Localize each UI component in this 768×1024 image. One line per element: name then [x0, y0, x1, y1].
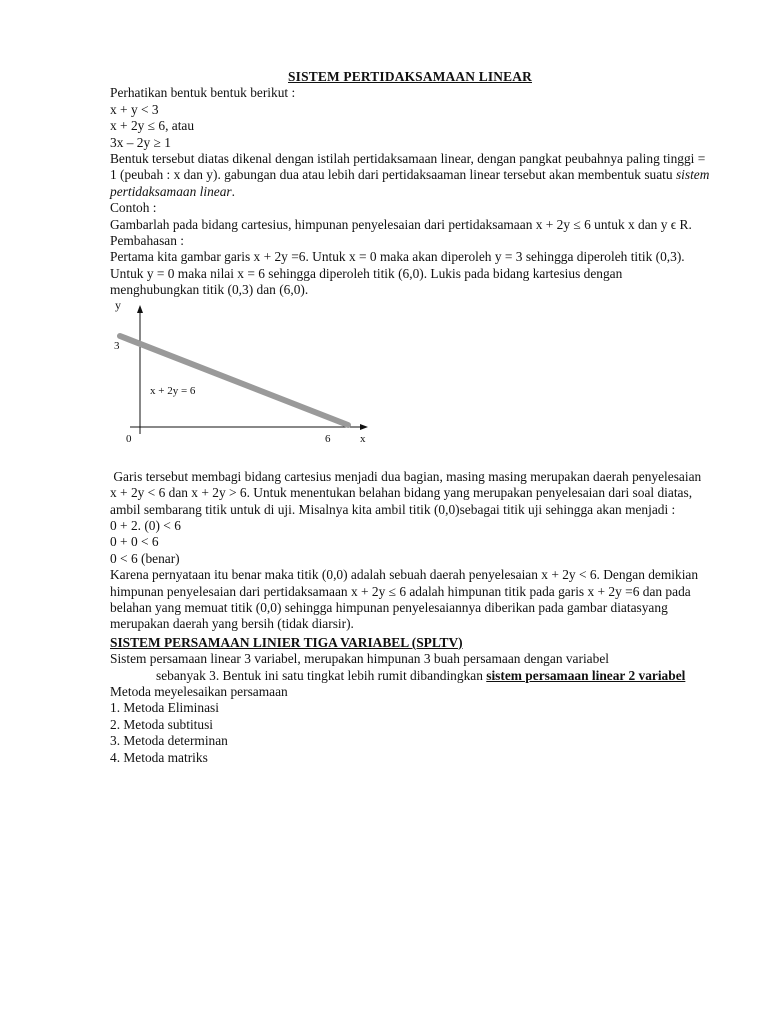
cartesian-graph: [110, 299, 710, 469]
spltv-link[interactable]: sistem persamaan linear 2 variabel: [486, 667, 686, 683]
form-line-3: 3x – 2y ≥ 1: [110, 134, 171, 150]
definition-text: Bentuk tersebut diatas dikenal dengan istilah pertidaksamaan linear, dengan pangkat peubahnya paling tinggi = 1 (peubah : x dan y). gabungan dua atau lebih dari pertidaksaaman linear tersebut akan membentuk suatu: [110, 151, 706, 183]
y-axis-arrow: [137, 305, 143, 313]
x-axis-label: x: [360, 432, 366, 445]
definition-paragraph: [110, 151, 710, 200]
method-item-1: 1. Metoda Eliminasi: [110, 700, 219, 716]
test-step-2: 0 + 0 < 6: [110, 534, 159, 550]
y-axis-label: y: [115, 297, 121, 312]
definition-end: .: [231, 183, 235, 199]
method-item-3: 3. Metoda determinan: [110, 733, 228, 749]
x-axis-arrow: [360, 424, 368, 430]
definition-emphasis: sistem pertidaksamaan linear: [110, 167, 710, 199]
intro-text: Perhatikan bentuk bentuk berikut :: [110, 85, 296, 101]
graph-svg: [100, 299, 380, 469]
page-title: SISTEM PERTIDAKSAMAAN LINEAR: [288, 69, 532, 84]
method-item-4: 4. Metoda matriks: [110, 749, 208, 765]
document-body: [110, 69, 710, 766]
test-step-1: 0 + 2. (0) < 6: [110, 517, 181, 533]
methods-label: Metoda meyelesaikan persamaan: [110, 683, 288, 699]
method-item-2: 2. Metoda subtitusi: [110, 716, 214, 732]
y-tick-label: 3: [114, 339, 120, 352]
solution-label: Pembahasan :: [110, 233, 185, 249]
test-step-3: 0 < 6 (benar): [110, 550, 180, 566]
x-tick-label: 6: [325, 432, 331, 445]
origin-label: 0: [126, 432, 132, 445]
example-text: Gambarlah pada bidang cartesius, himpunan penyelesaian dari pertidaksamaan x + 2y ≤ 6 untuk x dan y ϵ R.: [110, 216, 692, 232]
spltv-text: sebanyak 3. Bentuk ini satu tingkat lebih rumit dibandingkan: [156, 667, 487, 683]
form-line-2: x + 2y ≤ 6, atau: [110, 118, 195, 134]
spltv-line-2: [110, 668, 710, 684]
section-heading-spltv: SISTEM PERSAMAAN LINIER TIGA VARIABEL (SPLTV): [110, 634, 463, 650]
line-label: x + 2y = 6: [150, 384, 196, 397]
equation-line: [120, 336, 348, 425]
form-line-1: x + y < 3: [110, 101, 159, 117]
region-paragraph: Garis tersebut membagi bidang cartesius menjadi dua bagian, masing masing merupakan daerah penyelesaian x + 2y < 6 dan x + 2y > 6. Untuk menentukan belahan bidang yang merupakan penyelesaian dari soal diatas, ambil sembarang titik untuk di uji. Misalnya kita ambil titik (0,0)sebagai titik uji sehingga akan menjadi :: [110, 468, 708, 517]
solution-text: Pertama kita gambar garis x + 2y =6. Untuk x = 0 maka akan diperoleh y = 3 sehingga diperoleh titik (0,3). Untuk y = 0 maka nilai x = 6 sehingga diperoleh titik (6,0). Lukis pada bidang kartesius dengan menghubungkan titik (0,3) dan (6,0).: [110, 249, 685, 298]
conclusion-paragraph: Karena pernyataan itu benar maka titik (0,0) adalah sebuah daerah penyelesaian x + 2y < 6. Dengan demikian himpunan penyelesaian dari pertidaksamaan x + 2y ≤ 6 adalah himpunan titik pada garis x + 2y =6 dan pada belahan yang memuat titik (0,0) sehingga himpunan penyelesaiannya diberikan pada gambar diatasyang merupakan daerah yang bersih (tidak diarsir).: [110, 567, 699, 632]
spltv-line-1: Sistem persamaan linear 3 variabel, merupakan himpunan 3 buah persamaan dengan variabel: [110, 651, 609, 667]
example-label: Contoh :: [110, 200, 157, 216]
